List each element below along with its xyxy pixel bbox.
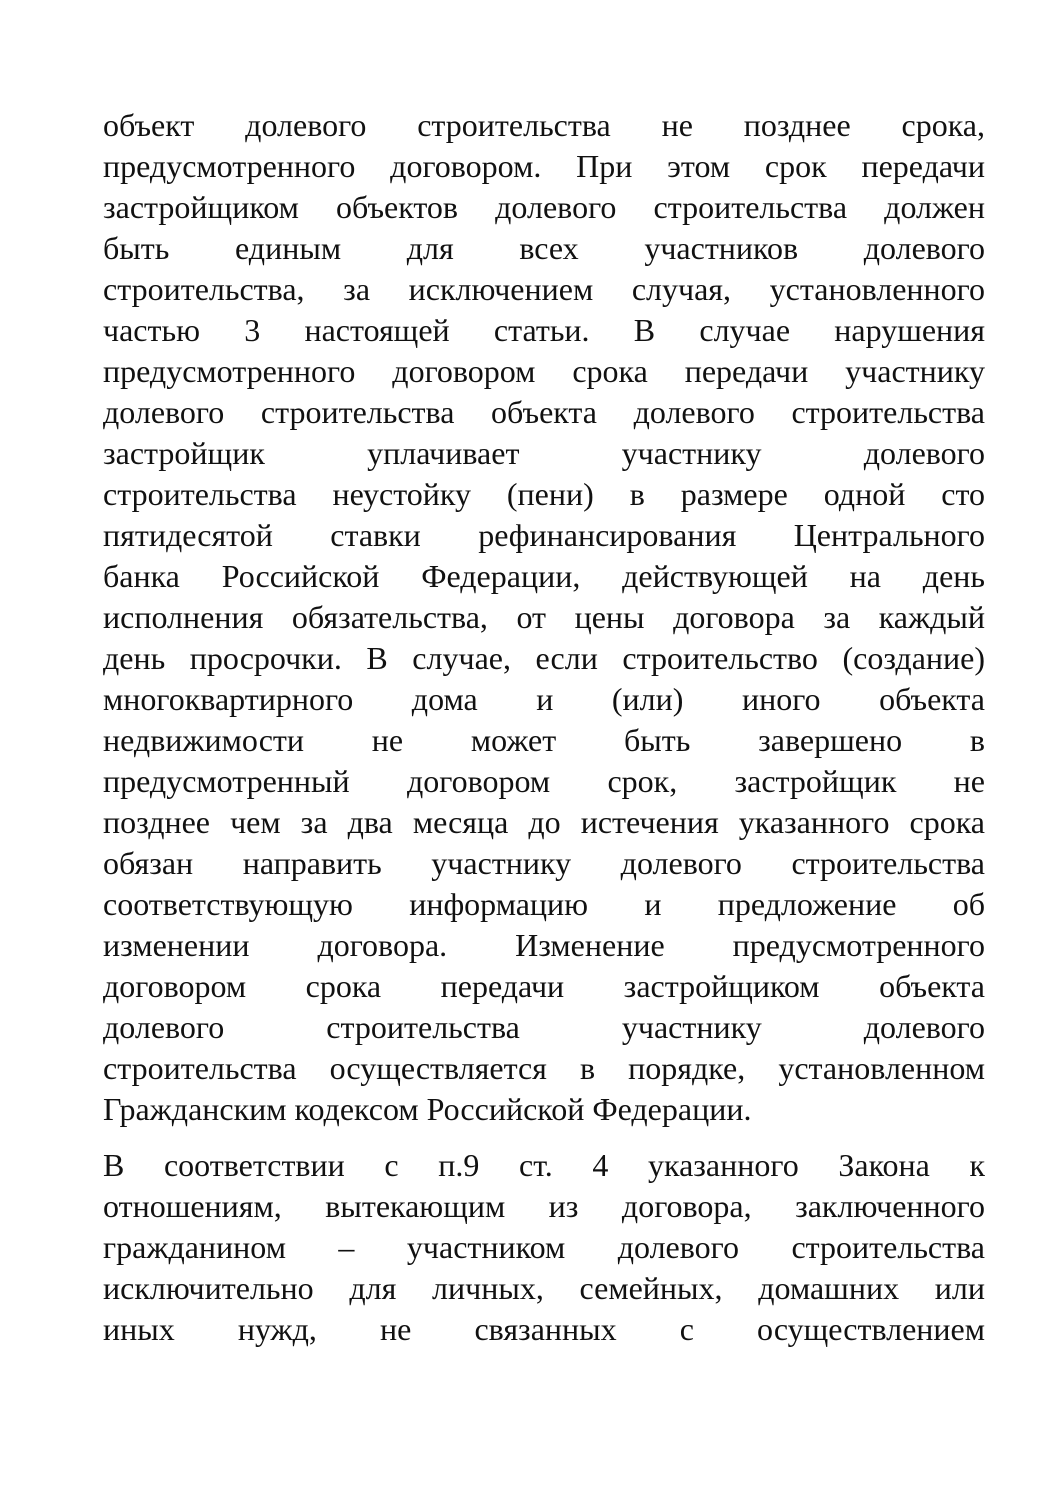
text-line: Гражданским кодексом Российской Федерации. xyxy=(103,1091,752,1127)
text-line: пятидесятой ставки рефинансирования Центрального xyxy=(103,517,985,553)
paragraph-1 xyxy=(103,105,985,1130)
text-line: строительства, за исключением случая, установленного xyxy=(103,271,985,307)
text-line: банка Российской Федерации, действующей на день xyxy=(103,558,985,594)
text-line: предусмотренный договором срок, застройщик не xyxy=(103,763,985,799)
text-line: В соответствии с п.9 ст. 4 указанного Закона к xyxy=(103,1147,985,1183)
text-line: долевого строительства участнику долевого xyxy=(103,1009,985,1045)
text-line: изменении договора. Изменение предусмотренного xyxy=(103,927,985,963)
text-line: строительства осуществляется в порядке, установленном xyxy=(103,1050,985,1086)
text-line: недвижимости не может быть завершено в xyxy=(103,722,985,758)
text-line: предусмотренного договором срока передачи участнику xyxy=(103,353,985,389)
paragraph-2 xyxy=(103,1145,985,1350)
text-line: предусмотренного договором. При этом срок передачи xyxy=(103,148,985,184)
text-line: быть единым для всех участников долевого xyxy=(103,230,985,266)
text-line: договором срока передачи застройщиком объекта xyxy=(103,968,985,1004)
text-line: застройщик уплачивает участнику долевого xyxy=(103,435,985,471)
text-line: день просрочки. В случае, если строительство (создание) xyxy=(103,640,985,676)
text-line: частью 3 настоящей статьи. В случае нарушения xyxy=(103,312,985,348)
text-line: объект долевого строительства не позднее срока, xyxy=(103,107,985,143)
text-line: позднее чем за два месяца до истечения указанного срока xyxy=(103,804,985,840)
text-line: строительства неустойку (пени) в размере одной сто xyxy=(103,476,985,512)
text-line: иных нужд, не связанных с осуществлением xyxy=(103,1311,985,1347)
text-line: гражданином – участником долевого строительства xyxy=(103,1229,985,1265)
text-line: отношениям, вытекающим из договора, заключенного xyxy=(103,1188,985,1224)
text-line: исключительно для личных, семейных, домашних или xyxy=(103,1270,985,1306)
text-line: исполнения обязательства, от цены договора за каждый xyxy=(103,599,985,635)
text-line: застройщиком объектов долевого строительства должен xyxy=(103,189,985,225)
text-line: многоквартирного дома и (или) иного объекта xyxy=(103,681,985,717)
text-line: долевого строительства объекта долевого строительства xyxy=(103,394,985,430)
text-line: соответствующую информацию и предложение об xyxy=(103,886,985,922)
text-line: обязан направить участнику долевого строительства xyxy=(103,845,985,881)
